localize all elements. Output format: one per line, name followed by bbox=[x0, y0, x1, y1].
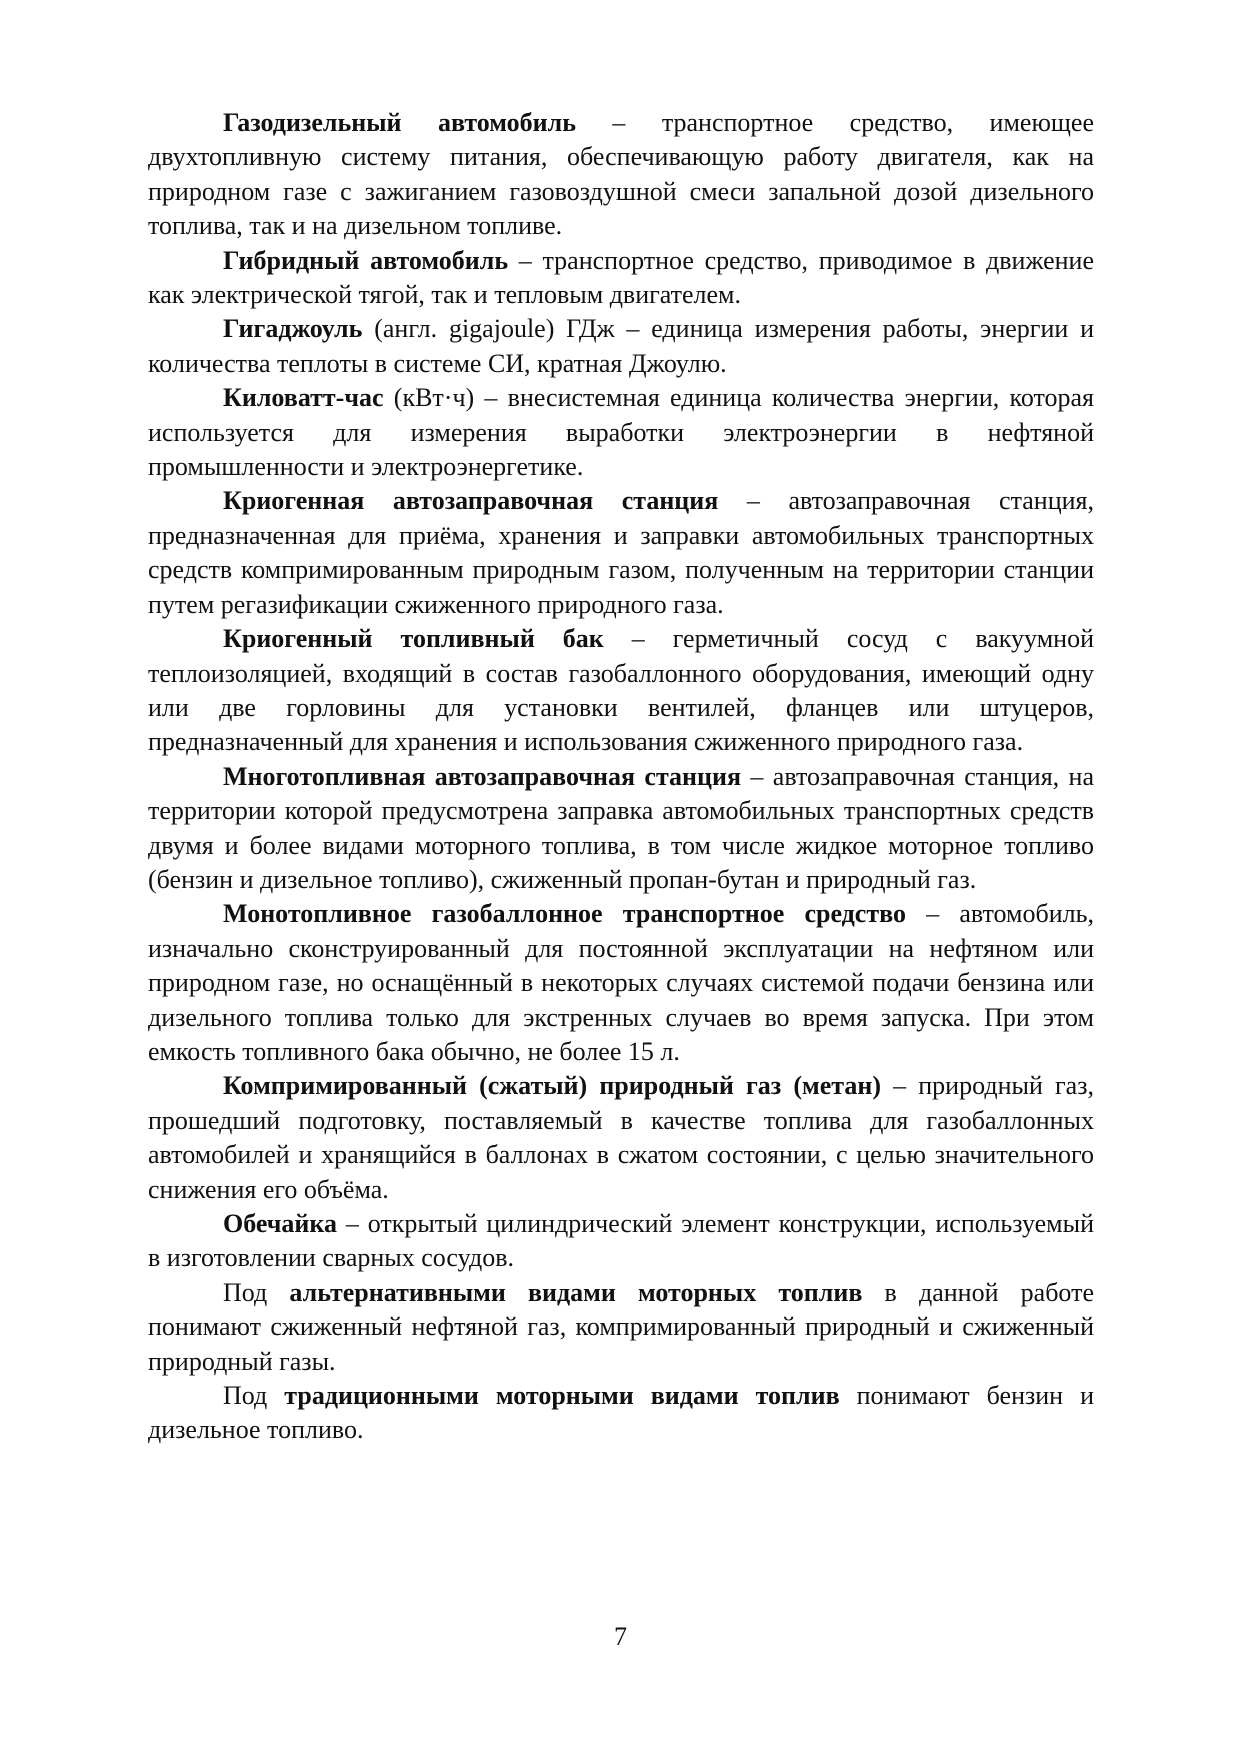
paragraph-prefix: Под bbox=[223, 1277, 290, 1307]
definition-text: – транспортное средство, приводимое в движение как электрической тягой, так и тепловым двигателем. bbox=[148, 245, 1095, 310]
term-traditional-fuels: традиционными моторными видами топлив bbox=[284, 1381, 840, 1411]
term-kilowatt-hour: Киловатт-час bbox=[223, 383, 384, 413]
definition-text: (кВт·ч) – внесистемная единица количества энергии, которая используется для измерения выработки электроэнергии в нефтяной промышленности и электроэнергетике. bbox=[148, 383, 1094, 482]
paragraph-cryogenic-station bbox=[148, 484, 1094, 622]
definition-text: – открытый цилиндрический элемент конструкции, используемый в изготовлении сварных сосудов. bbox=[148, 1209, 1094, 1273]
paragraph-hybrid-vehicle bbox=[148, 244, 1094, 313]
paragraph-prefix: Под bbox=[223, 1381, 285, 1411]
paragraph-traditional-fuels bbox=[148, 1379, 1094, 1448]
term-multi-fuel-station: Многотопливная автозаправочная станция bbox=[223, 761, 742, 791]
term-cryogenic-station: Криогенная автозаправочная станция bbox=[223, 486, 719, 516]
term-hybrid-vehicle: Гибридный автомобиль bbox=[223, 245, 509, 275]
definition-text: – транспортное средство, имеющее двухтопливную систему питания, обеспечивающую работу двигателя, как на природном газе с зажиганием газовоздушной смеси запальной дозой дизельного топлива, так и на дизельном топливе. bbox=[148, 108, 1094, 241]
page-body bbox=[148, 106, 1094, 1448]
paragraph-kilowatt-hour bbox=[148, 381, 1094, 484]
paragraph-gas-diesel-vehicle bbox=[148, 106, 1094, 244]
definition-text: в данной работе понимают сжиженный нефтяной газ, компримированный природный и сжиженный природный газы. bbox=[148, 1277, 1094, 1376]
paragraph-alternative-fuels bbox=[148, 1276, 1094, 1379]
paragraph-gigajoule bbox=[148, 312, 1094, 381]
page-number: 7 bbox=[614, 1622, 627, 1651]
paragraph-cryogenic-tank bbox=[148, 622, 1094, 760]
paragraph-mono-fuel-vehicle bbox=[148, 897, 1094, 1069]
term-mono-fuel-vehicle: Монотопливное газобаллонное транспортное средство bbox=[223, 899, 906, 929]
definition-text: (англ. gigajoule) ГДж – единица измерения работы, энергии и количества теплоты в системе СИ, кратная Джоулю. bbox=[148, 314, 1094, 378]
definition-text: понимают бензин и дизельное топливо. bbox=[148, 1381, 1095, 1445]
term-gas-diesel-vehicle: Газодизельный автомобиль bbox=[223, 108, 576, 137]
term-gigajoule: Гигаджоуль bbox=[223, 314, 363, 344]
term-cryogenic-tank: Криогенный топливный бак bbox=[223, 624, 604, 654]
definition-text: – автозаправочная станция, на территории которой предусмотрена заправка автомобильных транспортных средств двумя и более видами моторного топлива, в том числе жидкое моторное топливо (бензин и дизельное топливо), сжиженный пропан-бутан и природный газ. bbox=[148, 761, 1094, 894]
term-compressed-natural-gas: Компримированный (сжатый) природный газ (метан) bbox=[223, 1071, 882, 1101]
paragraph-compressed-natural-gas bbox=[148, 1069, 1094, 1207]
definition-text: – герметичный сосуд с вакуумной теплоизоляцией, входящий в состав газобаллонного оборудования, имеющий одну или две горловины для установки вентилей, фланцев или штуцеров, предназначенный для хранения и использования сжиженного природного газа. bbox=[148, 624, 1094, 757]
definition-text: – автомобиль, изначально сконструированный для постоянной эксплуатации на нефтяном или природном газе, но оснащённый в некоторых случаях системой подачи бензина или дизельного топлива только для экстренных случаев во время запуска. При этом емкость топливного бака обычно, не более 15 л. bbox=[148, 899, 1094, 1066]
paragraph-shell bbox=[148, 1207, 1094, 1276]
term-shell: Обечайка bbox=[223, 1209, 338, 1238]
definition-text: – природный газ, прошедший подготовку, поставляемый в качестве топлива для газобаллонных автомобилей и хранящийся в баллонах в сжатом состоянии, с целью значительного снижения его объёма. bbox=[148, 1071, 1094, 1204]
paragraph-multi-fuel-station bbox=[148, 760, 1094, 898]
term-alternative-fuels: альтернативными видами моторных топлив bbox=[289, 1277, 863, 1307]
definition-text: – автозаправочная станция, предназначенная для приёма, хранения и заправки автомобильных транспортных средств компримированным природным газом, полученным на территории станции путем регазификации сжиженного природного газа. bbox=[148, 486, 1094, 619]
